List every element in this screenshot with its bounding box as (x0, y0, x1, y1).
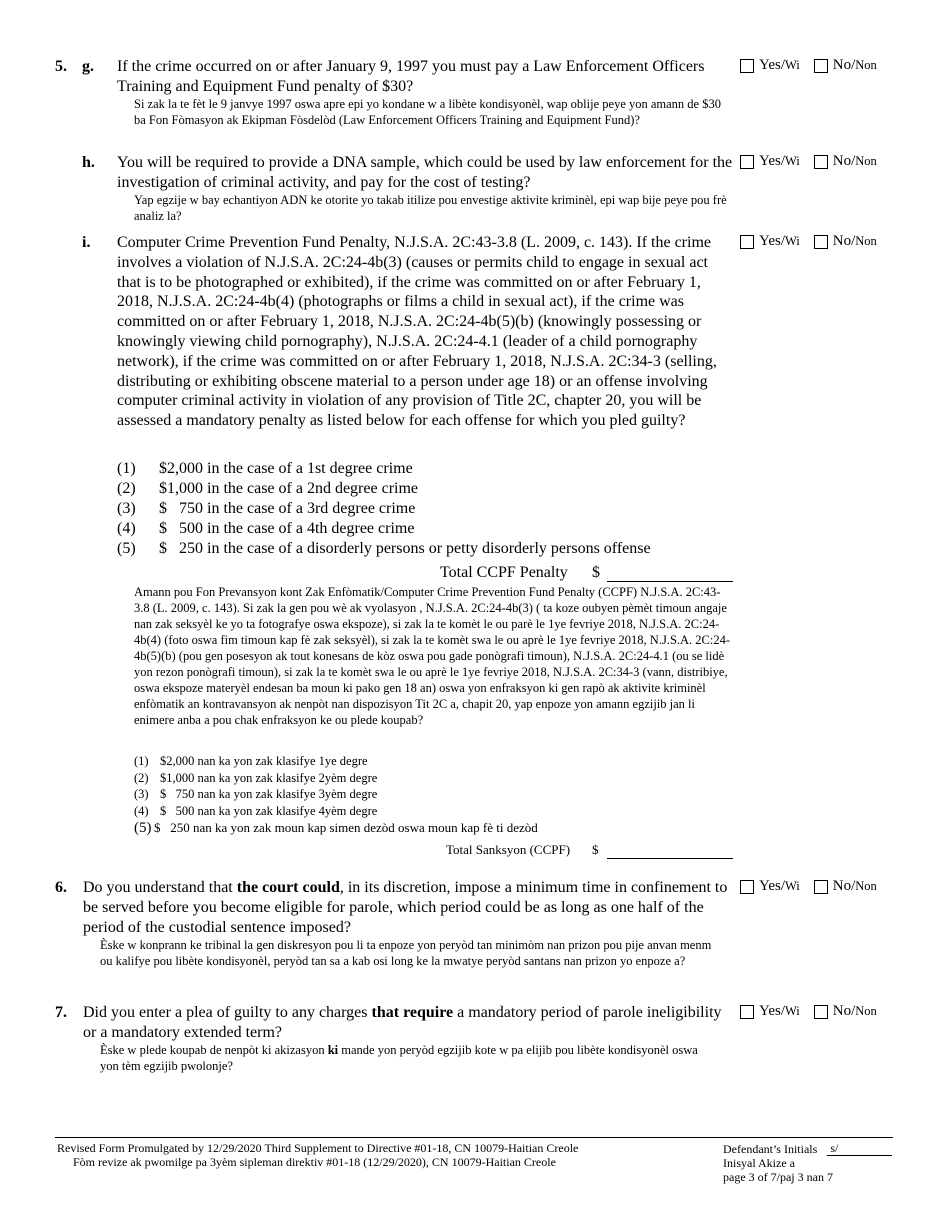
yes-checkbox[interactable]: Yes/ Wi (740, 878, 800, 895)
question-5h-text: You will be required to provide a DNA sample, which could be used by law enforcement for the investigation of criminal activity, and pay for the cost of testing? (117, 154, 733, 191)
question-7-translation: Èske w plede koupab de nenpòt ki akizasyon ki mande yon peryòd egzijib kote w pa elijib pou libète kondisyonèl oswa yon tèm egzijib pwolonje? (100, 1043, 698, 1073)
penalty-list-ht (134, 753, 734, 837)
question-number-6: 6. (55, 879, 67, 896)
list-item: (4) $ 500 nan ka yon zak klasifye 4yèm degre (134, 803, 378, 818)
answer-7 (740, 1003, 891, 1020)
list-item: (2) $1,000 nan ka yon zak klasifye 2yèm degre (134, 770, 378, 785)
item-letter-h: h. (82, 154, 95, 171)
footer-revision: Revised Form Promulgated by 12/29/2020 Third Supplement to Directive #01-18, CN 10079-Haitian Creole Fòm revize ak pwomilge pa 3yèm sipleman direktiv #01-18 (12/29/2020), CN 10079-Haitian Creole (57, 1141, 579, 1169)
item-letter-g: g. (82, 58, 94, 75)
checkbox-box[interactable] (814, 59, 828, 73)
list-item: (5) $ 250 in the case of a disorderly persons or petty disorderly persons offense (117, 540, 651, 557)
no-checkbox[interactable]: No/ Non (814, 878, 877, 895)
initials-label-ht: Inisyal Akize a (723, 1156, 795, 1170)
total-ccpf-field[interactable] (607, 581, 733, 582)
question-5i-text: Computer Crime Prevention Fund Penalty, N.J.S.A. 2C:43-3.8 (L. 2009, c. 143). If the crime involves a violation of N.J.S.A. 2C:24-4b(3) (causes or permits child to engage in sexual act that is to be photographed or exhibited), if the crime was committed on or after February 1, 2018, N.J.S.A. 2C:24-4b(4) (photographs or films a child in sexual act), if the crime was committed on or after February 1, 2018, N.J.S.A. 2C:24-4b(5)(b) (knowingly possessing or knowingly viewing child pornography), N.J.S.A. 2C:24-4.1 (leader of a child pornography network), if the crime was committed on or after February 1, 2018, N.J.S.A. 2C:34-3 (selling, distributing or exhibiting obscene material to a person under age 18) or an offense involving computer criminal activity in violation of any provision of Title 2C, chapter 20, you will be assessed a mandatory penalty as listed below for each offense for which you pled guilty? (117, 234, 717, 430)
no-checkbox[interactable]: No/ Non (814, 153, 877, 170)
checkbox-box[interactable] (814, 1005, 828, 1019)
answer-5h (740, 153, 891, 170)
total-sanksyon-field[interactable] (607, 858, 733, 859)
initials-label: Defendant’s Initials (723, 1142, 818, 1156)
question-5g-translation: Si zak la te fèt le 9 janvye 1997 oswa apre epi yo kondane w a libète kondisyonèl, wap oblije peye yon amann de $30 ba Fon Fòmasyon ak Ekipman Fòsdelòd (Law Enforcement Officers Training and Equipment Fund)? (134, 97, 721, 127)
question-7-text: Did you enter a plea of guilty to any charges that require a mandatory period of parole ineligibility or a mandatory extended term? (83, 1004, 722, 1041)
no-checkbox[interactable]: No/ Non (814, 233, 877, 250)
question-6-text: Do you understand that the court could, in its discretion, impose a minimum time in confinement to be served before you become eligible for parole, which period could be as long as one half of the period of the custodial sentence imposed? (83, 879, 728, 936)
total-ccpf-label: Total CCPF Penalty (440, 564, 568, 581)
total-sanksyon-label: Total Sanksyon (CCPF) (446, 842, 571, 857)
checkbox-box[interactable] (740, 235, 754, 249)
yes-checkbox[interactable]: Yes/ Wi (740, 57, 800, 74)
checkbox-box[interactable] (814, 155, 828, 169)
no-checkbox[interactable]: No/ Non (814, 1003, 877, 1020)
list-item: (1) $2,000 nan ka yon zak klasifye 1ye degre (134, 754, 368, 768)
page-number: page 3 of 7/paj 3 nan 7 (723, 1170, 833, 1184)
list-item: (2) $1,000 in the case of a 2nd degree crime (117, 480, 419, 497)
yes-checkbox[interactable]: Yes/ Wi (740, 153, 800, 170)
yes-checkbox[interactable]: Yes/ Wi (740, 1003, 800, 1020)
checkbox-box[interactable] (740, 880, 754, 894)
checkbox-box[interactable] (740, 155, 754, 169)
list-item: (1) $2,000 in the case of a 1st degree crime (117, 460, 413, 477)
question-number-7: 7. (55, 1004, 67, 1021)
initials-field[interactable]: s/ (827, 1141, 892, 1156)
item-letter-i: i. (82, 234, 91, 251)
yes-checkbox[interactable]: Yes/ Wi (740, 233, 800, 250)
answer-5g (740, 57, 891, 74)
question-5i-translation: Amann pou Fon Prevansyon kont Zak Enfòmatik/Computer Crime Prevention Fund Penalty (CCPF) N.J.S.A. 2C:43-3.8 (L. 2009, c. 143). Si zak la gen pou wè ak vyolasyon , N.J.S.A. 2C:24-4b(3) ( ta koze oubyen pèmèt timoun angaje nan zak seksyèl ke yo ta fotografye oswa ekspoze), si zak la te komèt le ou parè le 1ye fevriye 2018, N.J.S.A. 2C:24-4b(4) (foto oswa fim timoun kap fè zak seksyèl), si zak la te komèt swa le ou aprè le 1ye fevriye 2018, N.J.S.A. 2C:24-4b(5)(b) (pou gen posesyon ak tout konesans de kòz oswa pou gade ponògrafi timoun), N.J.S.A. 2C:24-4.1 (ou se lidè yon rezon ponògrafi timoun), si zak la te komèt swa le ou aprè le 1ye fevriye 2018, N.J.S.A. 2C:34-3 (vann, distribiye, oswa ekspoze materyèl endesan ba moun ki pako gen 18 an) oswa yon enfraksyon ki gen rapò ak aktivite kriminèl enfòmatik an kontravansyon ak nenpòt nan dispozisyon Tit 2C a, chapit 20, yap enpoze yon amann egzijib jan li enimere anba a pou chak enfraksyon ke ou plede koupab? (134, 585, 731, 727)
list-item: (3) $ 750 in the case of a 3rd degree crime (117, 500, 416, 517)
footer-initials (723, 1141, 895, 1184)
list-item: (5) $ 250 nan ka yon zak moun kap simen dezòd oswa moun kap fè ti dezòd (134, 820, 538, 836)
answer-6 (740, 878, 891, 895)
no-checkbox[interactable]: No/ Non (814, 57, 877, 74)
footer-divider (55, 1137, 893, 1138)
checkbox-box[interactable] (740, 59, 754, 73)
checkbox-box[interactable] (814, 880, 828, 894)
penalty-list-en (117, 459, 737, 559)
question-6-translation: Èske w konprann ke tribinal la gen diskresyon pou li ta enpoze yon peryòd tan minimòm nan prizon pou pije anvan menm ou kalifye pou libète kondisyonèl, peryòd tan sa a kab osi long ke la mwatye peryòd santans nan prizon yo enpoze a? (100, 938, 712, 968)
checkbox-box[interactable] (814, 235, 828, 249)
dollar-sign-ht: $ (592, 842, 599, 857)
list-item: (4) $ 500 in the case of a 4th degree crime (117, 520, 415, 537)
answer-5i (740, 233, 891, 250)
list-item: (3) $ 750 nan ka yon zak klasifye 3yèm degre (134, 787, 378, 801)
question-5h-translation: Yap egzije w bay echantiyon ADN ke otorite yo takab itilize pou envestige aktivite kriminèl, epi wap bije peye pou frè analiz la? (134, 193, 727, 223)
question-5g-text: If the crime occurred on or after January 9, 1997 you must pay a Law Enforcement Officers Training and Equipment Fund penalty of $30? (117, 58, 705, 95)
dollar-sign: $ (592, 564, 600, 581)
checkbox-box[interactable] (740, 1005, 754, 1019)
question-number-5: 5. (55, 58, 67, 75)
